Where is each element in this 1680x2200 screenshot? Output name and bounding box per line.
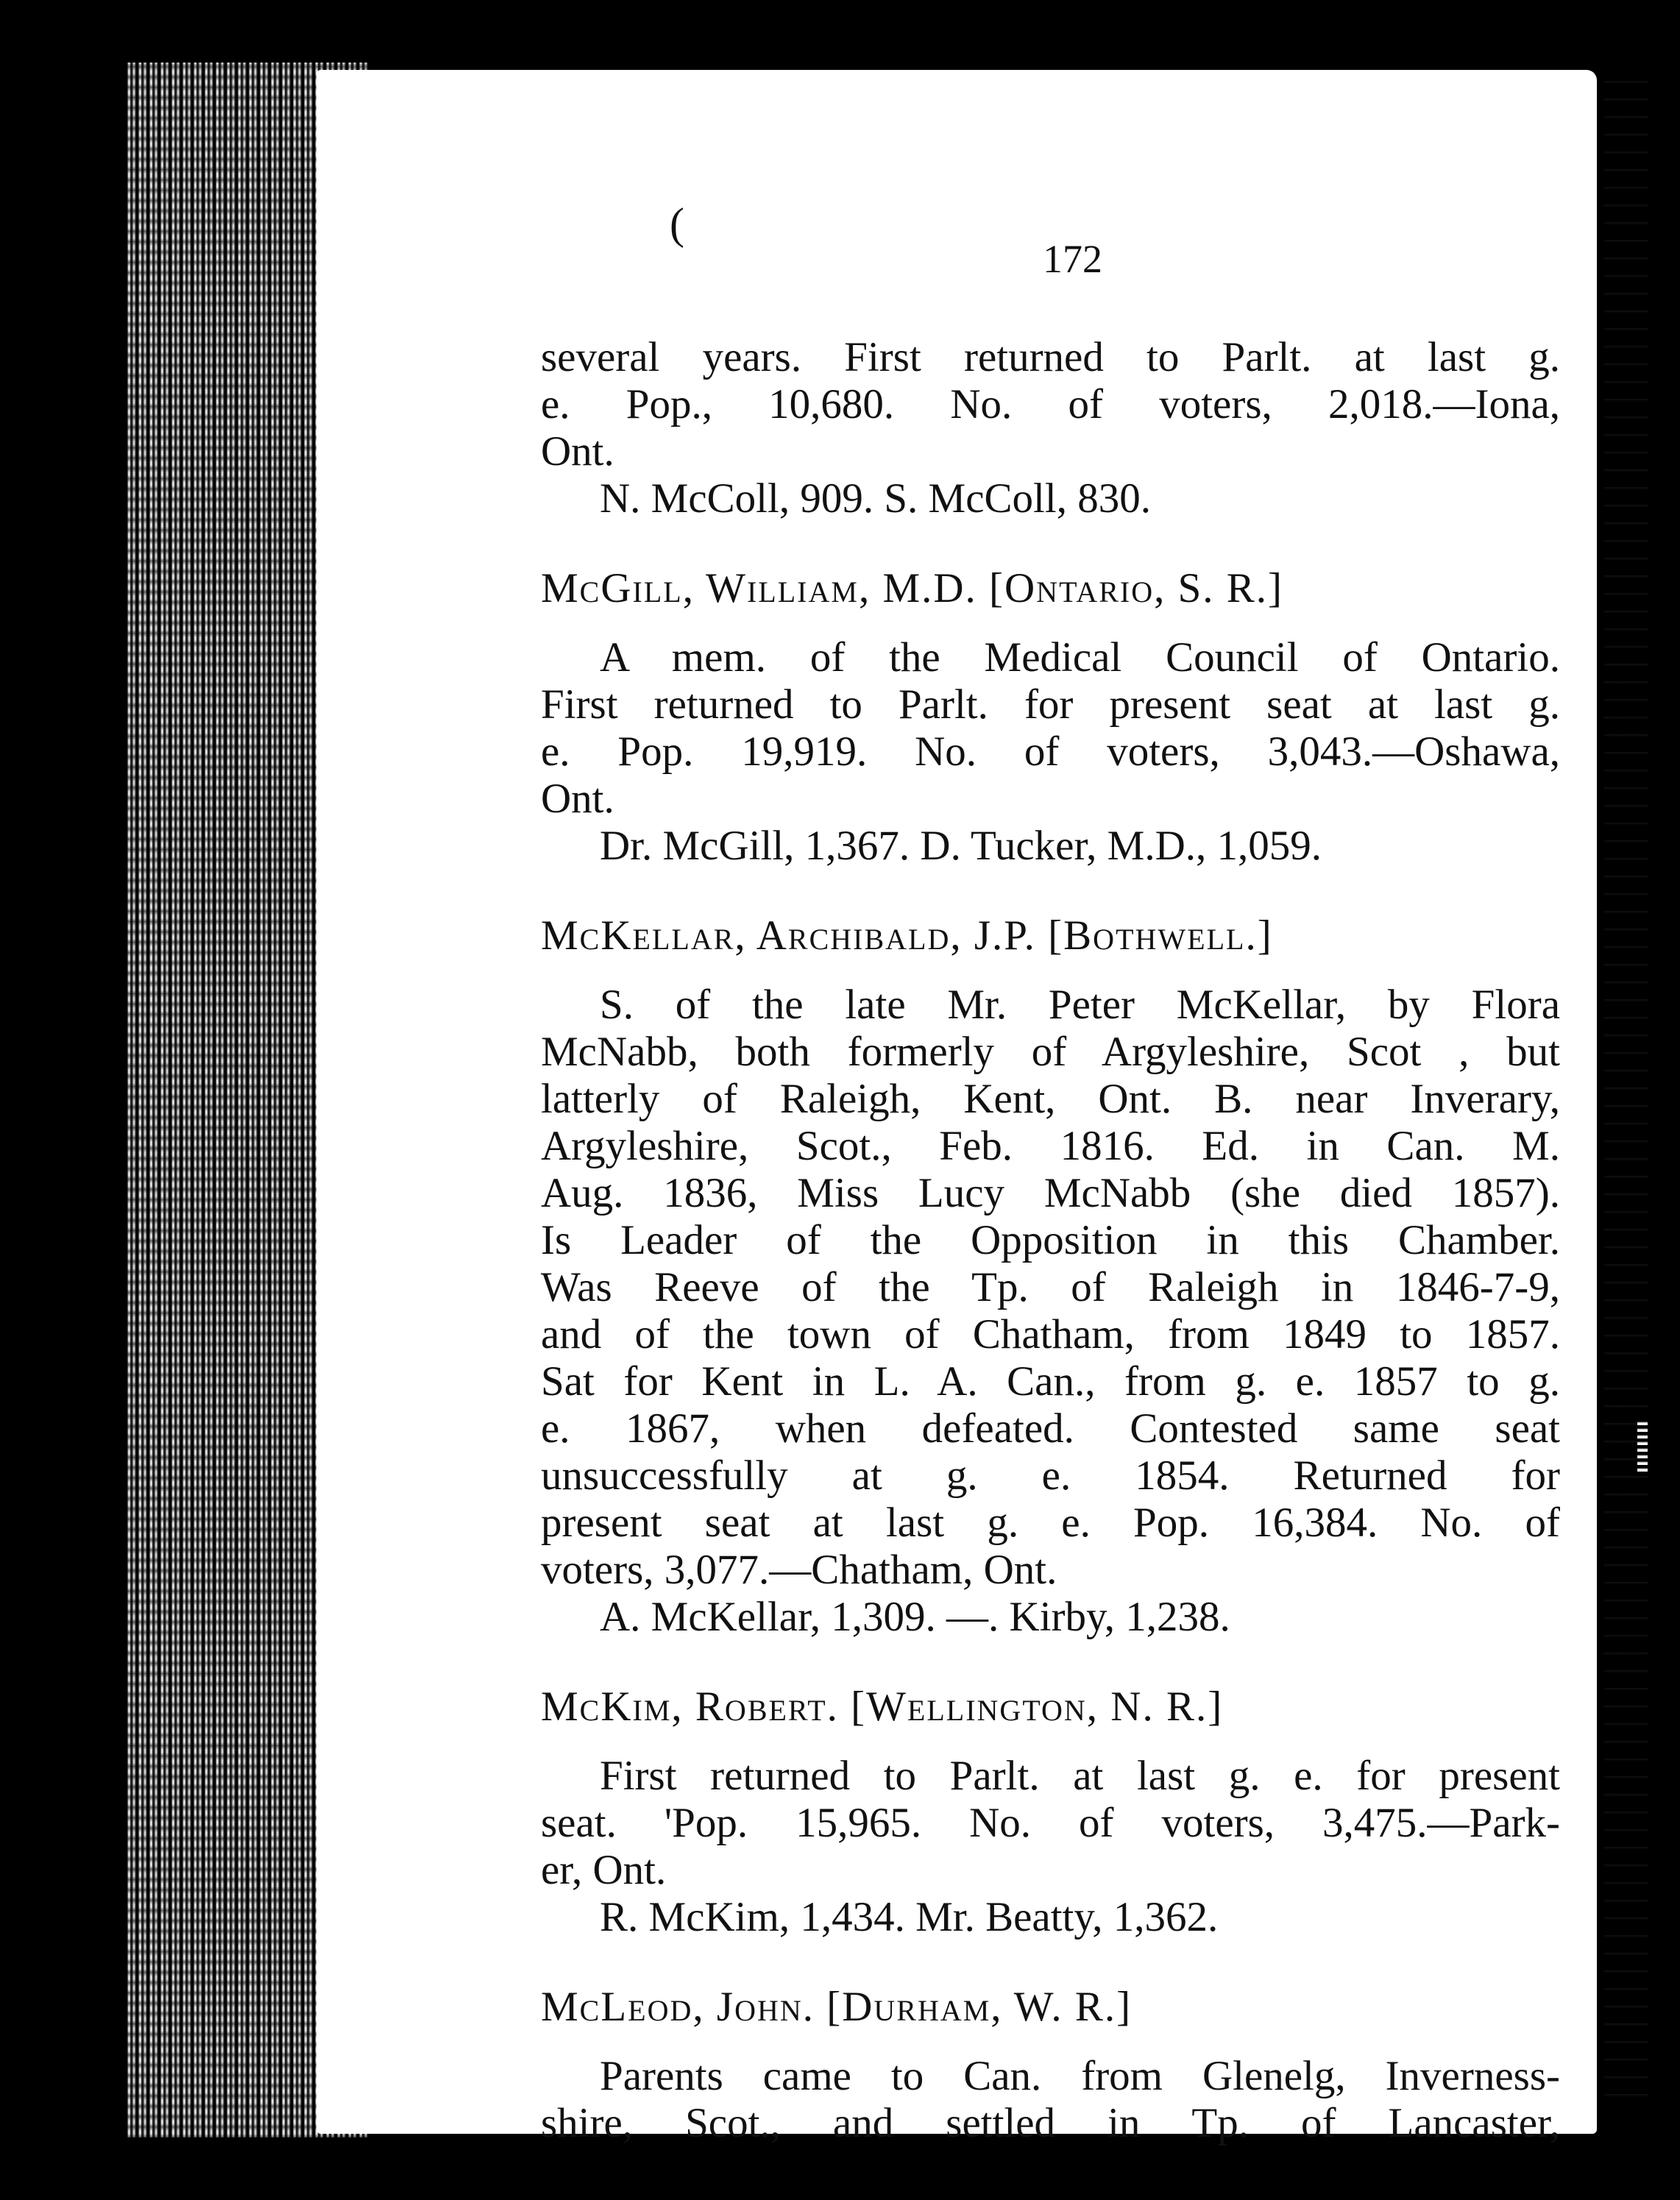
election-result: R. McKim, 1,434. Mr. Beatty, 1,362.: [600, 1894, 1219, 1940]
text-line: voters, 3,077.—Chatham, Ont.: [541, 1547, 1057, 1593]
text-line: e. 1867, when defeated. Contested same seat: [541, 1405, 1560, 1452]
entry-mckellar: [541, 912, 1560, 1641]
text-line: shire, Scot., and settled in Tp. of Lancaster,: [541, 2100, 1560, 2146]
text-line: First returned to Parlt. for present seat at last g.: [541, 681, 1560, 728]
text-line: several years. First returned to Parlt. at last g.: [541, 334, 1560, 380]
text-line: unsuccessfully at g. e. 1854. Returned for: [541, 1452, 1560, 1499]
stray-pen-mark: (: [670, 199, 684, 248]
text-line: present seat at last g. e. Pop. 16,384. No. of: [541, 1500, 1560, 1546]
text-line: McNabb, both formerly of Argyleshire, Scot , but: [541, 1029, 1560, 1075]
text-line: and of the town of Chatham, from 1849 to 1857.: [541, 1311, 1560, 1358]
election-result: Dr. McGill, 1,367. D. Tucker, M.D., 1,059.: [600, 823, 1322, 869]
continuation-block: [541, 334, 1560, 522]
text-line: S. of the late Mr. Peter McKellar, by Flora: [600, 982, 1560, 1028]
text-line: e. Pop. 19,919. No. of voters, 3,043.—Oshawa,: [541, 728, 1560, 775]
text-line: Sat for Kent in L. A. Can., from g. e. 1857 to g.: [541, 1358, 1560, 1405]
entry-mcgill: [541, 565, 1560, 870]
text-line: Ont.: [541, 428, 614, 475]
text-line: e. Pop., 10,680. No. of voters, 2,018.—Iona,: [541, 381, 1560, 427]
entry-heading: McLeod, John. [Durham, W. R.]: [541, 1984, 1133, 2030]
text-line: First returned to Parlt. at last g. e. for present: [600, 1753, 1560, 1799]
text-line: A mem. of the Medical Council of Ontario.: [600, 634, 1560, 681]
election-result: N. McColl, 909. S. McColl, 830.: [600, 475, 1151, 522]
text-line: Argyleshire, Scot., Feb. 1816. Ed. in Can. M.: [541, 1123, 1560, 1169]
text-line: Aug. 1836, Miss Lucy McNabb (she died 1857).: [541, 1170, 1560, 1216]
right-page-edge: [1604, 81, 1648, 2112]
entry-heading: McGill, William, M.D. [Ontario, S. R.]: [541, 565, 1284, 611]
edge-marking: [1637, 1420, 1648, 1472]
page-text: [541, 235, 1560, 2147]
text-line: er, Ont.: [541, 1847, 667, 1893]
text-line: Is Leader of the Opposition in this Chamber.: [541, 1217, 1560, 1263]
page-number: 172: [1043, 237, 1102, 281]
text-line: seat. 'Pop. 15,965. No. of voters, 3,475.—Park-: [541, 1800, 1560, 1846]
election-result: A. McKellar, 1,309. —. Kirby, 1,238.: [600, 1594, 1230, 1640]
entry-heading: McKellar, Archibald, J.P. [Bothwell.]: [541, 912, 1273, 959]
entry-heading: McKim, Robert. [Wellington, N. R.]: [541, 1683, 1224, 1730]
text-line: Was Reeve of the Tp. of Raleigh in 1846-7-9,: [541, 1264, 1560, 1310]
entry-mckim: [541, 1683, 1560, 1941]
text-line: latterly of Raleigh, Kent, Ont. B. near Inverary,: [541, 1076, 1560, 1122]
text-line: Parents came to Can. from Glenelg, Inverness-: [600, 2053, 1560, 2099]
text-line: Ont.: [541, 776, 614, 822]
entry-mcleod: [541, 1984, 1560, 2147]
